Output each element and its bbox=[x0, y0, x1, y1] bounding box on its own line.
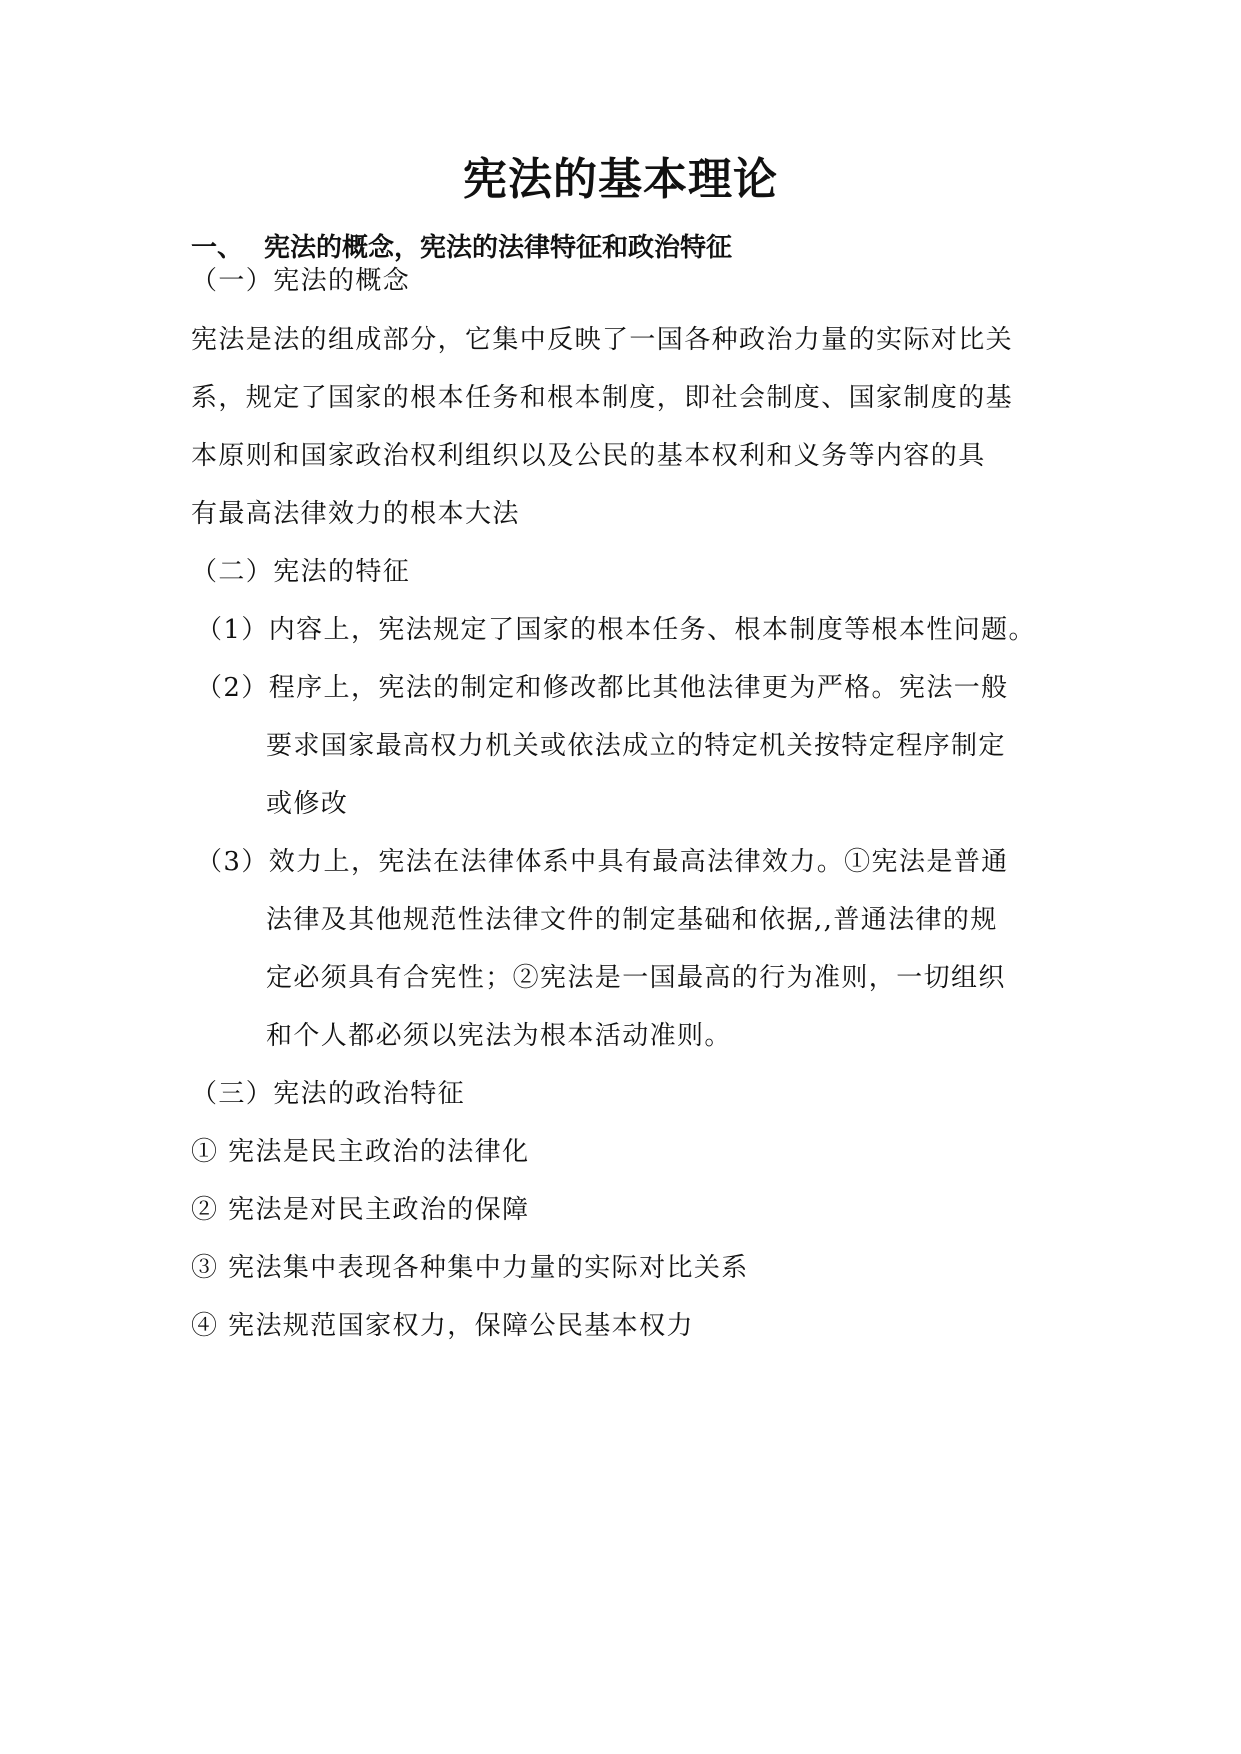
feature-item-line: （3）效力上，宪法在法律体系中具有最高法律效力。①宪法是普通 bbox=[196, 847, 1009, 877]
feature-item-line: 法律及其他规范性法律文件的制定基础和依据,,普通法律的规 bbox=[266, 905, 998, 935]
paragraph-line: 有最高法律效力的根本大法 bbox=[191, 499, 520, 529]
political-feature-item: ③ 宪法集中表现各种集中力量的实际对比关系 bbox=[191, 1253, 749, 1283]
section-number: 一、 bbox=[191, 233, 244, 263]
political-feature-item: ④ 宪法规范国家权力，保障公民基本权力 bbox=[191, 1311, 694, 1341]
subsection-heading-political: （三）宪法的政治特征 bbox=[191, 1079, 466, 1109]
feature-item-line: （2）程序上，宪法的制定和修改都比其他法律更为严格。宪法一般 bbox=[196, 673, 1009, 703]
political-feature-item: ② 宪法是对民主政治的保障 bbox=[191, 1195, 530, 1225]
political-feature-item: ① 宪法是民主政治的法律化 bbox=[191, 1137, 530, 1167]
feature-item-line: 要求国家最高权力机关或依法成立的特定机关按特定程序制定 bbox=[266, 731, 1006, 761]
feature-item-line: 或修改 bbox=[266, 789, 349, 819]
paragraph-line: 本原则和国家政治权利组织以及公民的基本权利和义务等内容的具 bbox=[191, 441, 986, 471]
feature-item-line: （1）内容上，宪法规定了国家的根本任务、根本制度等根本性问题。 bbox=[196, 615, 1036, 645]
document-title: 宪法的基本理论 bbox=[463, 154, 778, 205]
subsection-heading-features: （二）宪法的特征 bbox=[191, 557, 411, 587]
section-heading-text: 宪法的概念，宪法的法律特征和政治特征 bbox=[264, 233, 733, 263]
subsection-heading-concept: （一）宪法的概念 bbox=[191, 266, 411, 296]
paragraph-line: 宪法是法的组成部分，它集中反映了一国各种政治力量的实际对比关 bbox=[191, 325, 1014, 355]
feature-item-line: 和个人都必须以宪法为根本活动准则。 bbox=[266, 1021, 732, 1051]
paragraph-line: 系，规定了国家的根本任务和根本制度，即社会制度、国家制度的基 bbox=[191, 383, 1014, 413]
feature-item-line: 定必须具有合宪性；②宪法是一国最高的行为准则，一切组织 bbox=[266, 963, 1006, 993]
